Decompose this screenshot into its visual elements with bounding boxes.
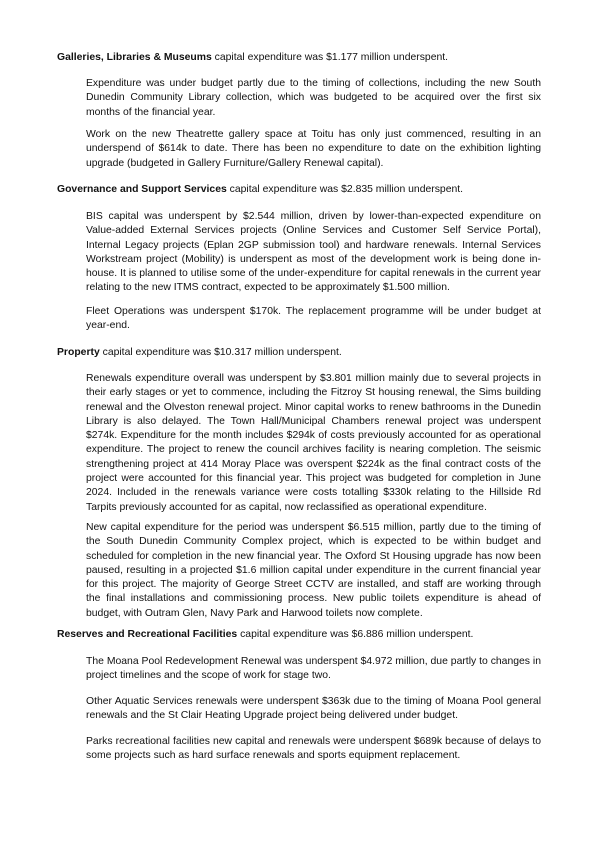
section-summary: capital expenditure was $2.835 million underspent. <box>226 184 464 195</box>
section-heading-governance <box>57 183 540 197</box>
paragraph: New capital expenditure for the period was underspent $6.515 million, partly due to the timing of the South Dunedin Community Complex project, which is expected to be within budget and scheduled for completion in the new financial year. The Oxford St Housing upgrade has now been paused, resulting in a projected $1.6 million capital under expenditure in the current financial year for this project. The majority of George Street CCTV are installed, and staff are working through the final installations and commissioning process. New public toilets expenditure is ahead of budget, with Outram Glen, Navy Park and Harwood toilets now complete. <box>86 522 541 619</box>
paragraph: Expenditure was under budget partly due to the timing of collections, including the new South Dunedin Community Library collection, which was budgeted to be acquired over the first six months of the financial year. <box>86 78 541 118</box>
paragraph: Other Aquatic Services renewals were underspent $363k due to the timing of Moana Pool general renewals and the St Clair Heating Upgrade project being delivered under budget. <box>86 696 541 722</box>
section-title: Property <box>57 347 100 358</box>
section-heading-reserves <box>57 628 540 642</box>
section-title: Governance and Support Services <box>57 184 227 195</box>
section-heading-property <box>57 346 540 360</box>
paragraph: BIS capital was underspent by $2.544 million, driven by lower-than-expected expenditure on Value-added External Services projects (Online Services and Customer Self Service Portal), Internal Legacy projects (Eplan 2GP submission tool) and hardware renewals. Internal Services Workstream project (Mobility) is underspent as most of the development work is being done in-house. It is planned to utilise some of the under-expenditure for capital renewals in the current year relating to the new ITMS contract, expected to be approximately $1.500 million. <box>86 211 541 294</box>
paragraph: Renewals expenditure overall was underspent by $3.801 million mainly due to several projects in their early stages or yet to commence, including the Fitzroy St housing renewal, the Sims building renewal and the Olveston renewal project. Minor capital works to renew bathrooms in the Dunedin Library is also delayed. The Town Hall/Municipal Chambers renewal project was underspent $274k. Expenditure for the month includes $294k of costs previously accounted for as operational expenditure. The project to renew the council archives facility is nearing completion. The seismic strengthening project at 414 Moray Place was overspent $224k as the final contract costs of the project were accounted for this financial year. This project was budgeted for completion in June 2024. Included in the renewals variance were costs totalling $330k relating to the Hillside Rd Tarpits previously accounted for as capital, now reclassified as operational expenditure. <box>86 373 541 513</box>
paragraph: Work on the new Theatrette gallery space at Toitu has only just commenced, resulting in an underspend of $614k to date. There has been no expenditure to date on the exhibition lighting upgrade (budgeted in Gallery Furniture/Gallery Renewal capital). <box>86 129 541 169</box>
paragraph: The Moana Pool Redevelopment Renewal was underspent $4.972 million, due partly to changes in project timelines and the scope of work for stage two. <box>86 656 541 682</box>
section-summary: capital expenditure was $10.317 million underspent. <box>99 347 342 358</box>
section-title: Reserves and Recreational Facilities <box>57 629 238 640</box>
section-title: Galleries, Libraries & Museums <box>57 52 212 63</box>
section-heading-galleries <box>57 51 540 65</box>
paragraph: Parks recreational facilities new capital and renewals were underspent $689k because of delays to some projects such as hard surface renewals and sports equipment replacement. <box>86 736 541 762</box>
paragraph: Fleet Operations was underspent $170k. The replacement programme will be under budget at year-end. <box>86 306 541 332</box>
section-summary: capital expenditure was $6.886 million underspent. <box>237 629 474 640</box>
section-summary: capital expenditure was $1.177 million underspent. <box>211 52 449 63</box>
